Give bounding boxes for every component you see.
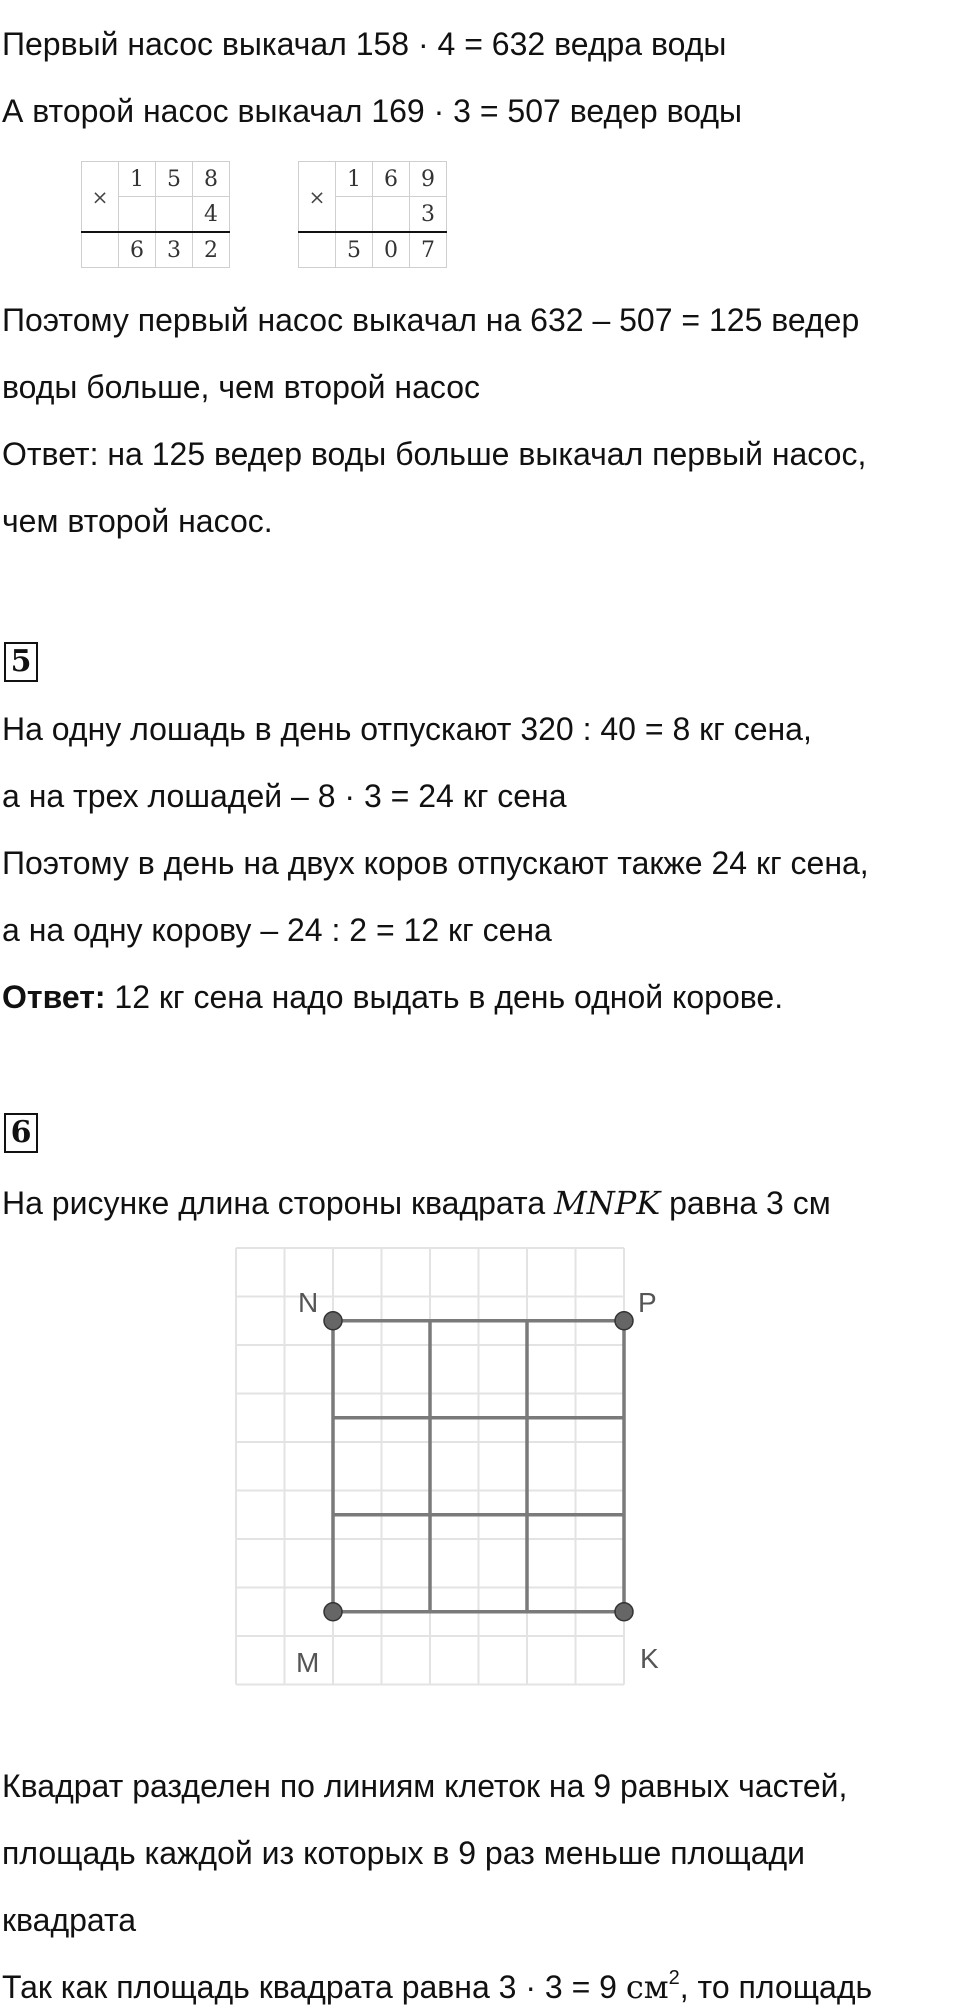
task5-line-2: а на трех лошадей – 8 · 3 = 24 кг сена	[2, 778, 567, 814]
empty-cell	[119, 197, 156, 233]
task6-intro	[2, 1183, 831, 1223]
area-unit: см	[625, 1968, 669, 2006]
digit: 8	[193, 162, 230, 197]
task5-answer	[2, 977, 783, 1017]
digit: 1	[119, 162, 156, 197]
point-k	[615, 1603, 633, 1621]
task4-line-2: А второй насос выкачал 169 · 3 = 507 ведер воды	[2, 93, 742, 129]
task-number-5: 5	[4, 642, 38, 682]
point-p	[615, 1312, 633, 1330]
answer-text: 12 кг сена надо выдать в день одной корове.	[105, 979, 784, 1015]
multiply-sign: ×	[299, 162, 336, 233]
area-unit-power: 2	[668, 1967, 680, 1989]
empty-cell	[336, 197, 373, 233]
digit: 3	[156, 232, 193, 268]
intro-text: На рисунке длина стороны квадрата	[2, 1185, 554, 1221]
point-n	[324, 1312, 342, 1330]
multiply-sign: ×	[82, 162, 119, 233]
digit: 6	[119, 232, 156, 268]
area-text-end: , то площадь	[679, 1969, 873, 2005]
task4-line-6: чем второй насос.	[2, 503, 273, 539]
empty-cell	[82, 232, 119, 268]
task4-line-5: Ответ: на 125 ведер воды больше выкачал первый насос,	[2, 436, 867, 472]
task6-line-4	[2, 1967, 872, 2007]
task4-line-4: воды больше, чем второй насос	[2, 369, 481, 405]
task4-line-1: Первый насос выкачал 158 · 4 = 632 ведра воды	[2, 26, 727, 62]
digit: 9	[410, 162, 447, 197]
task4-line-3: Поэтому первый насос выкачал на 632 – 507 = 125 ведер	[2, 302, 860, 338]
task6-line-1: Квадрат разделен по линиям клеток на 9 равных частей,	[2, 1768, 848, 1804]
answer-label: Ответ:	[2, 979, 106, 1015]
digit: 5	[336, 232, 373, 268]
empty-cell	[299, 232, 336, 268]
digit: 4	[193, 197, 230, 233]
square-name: MNPK	[554, 1184, 661, 1222]
digit: 0	[373, 232, 410, 268]
empty-cell	[156, 197, 193, 233]
digit: 2	[193, 232, 230, 268]
vertex-label-n: N	[298, 1287, 319, 1318]
vertex-label-p: P	[638, 1287, 657, 1318]
vertex-label-k: K	[640, 1643, 659, 1674]
digit: 1	[336, 162, 373, 197]
area-text: Так как площадь квадрата равна 3 · 3 = 9	[2, 1969, 626, 2005]
digit: 3	[410, 197, 447, 233]
digit: 6	[373, 162, 410, 197]
square-figure	[0, 1240, 960, 1750]
task5-line-3: Поэтому в день на двух коров отпускают также 24 кг сена,	[2, 845, 869, 881]
task-number-6: 6	[4, 1113, 38, 1153]
multiplication-158x4	[81, 161, 230, 268]
task5-line-4: а на одну корову – 24 : 2 = 12 кг сена	[2, 912, 552, 948]
empty-cell	[373, 197, 410, 233]
task6-line-3: квадрата	[2, 1902, 137, 1938]
intro-text-end: равна 3 см	[660, 1185, 831, 1221]
task6-line-2: площадь каждой из которых в 9 раз меньше площади	[2, 1835, 806, 1871]
digit: 5	[156, 162, 193, 197]
digit: 7	[410, 232, 447, 268]
multiplication-169x3	[298, 161, 447, 268]
vertex-label-m: M	[296, 1647, 320, 1678]
task5-line-1: На одну лошадь в день отпускают 320 : 40 = 8 кг сена,	[2, 711, 812, 747]
point-m	[324, 1603, 342, 1621]
